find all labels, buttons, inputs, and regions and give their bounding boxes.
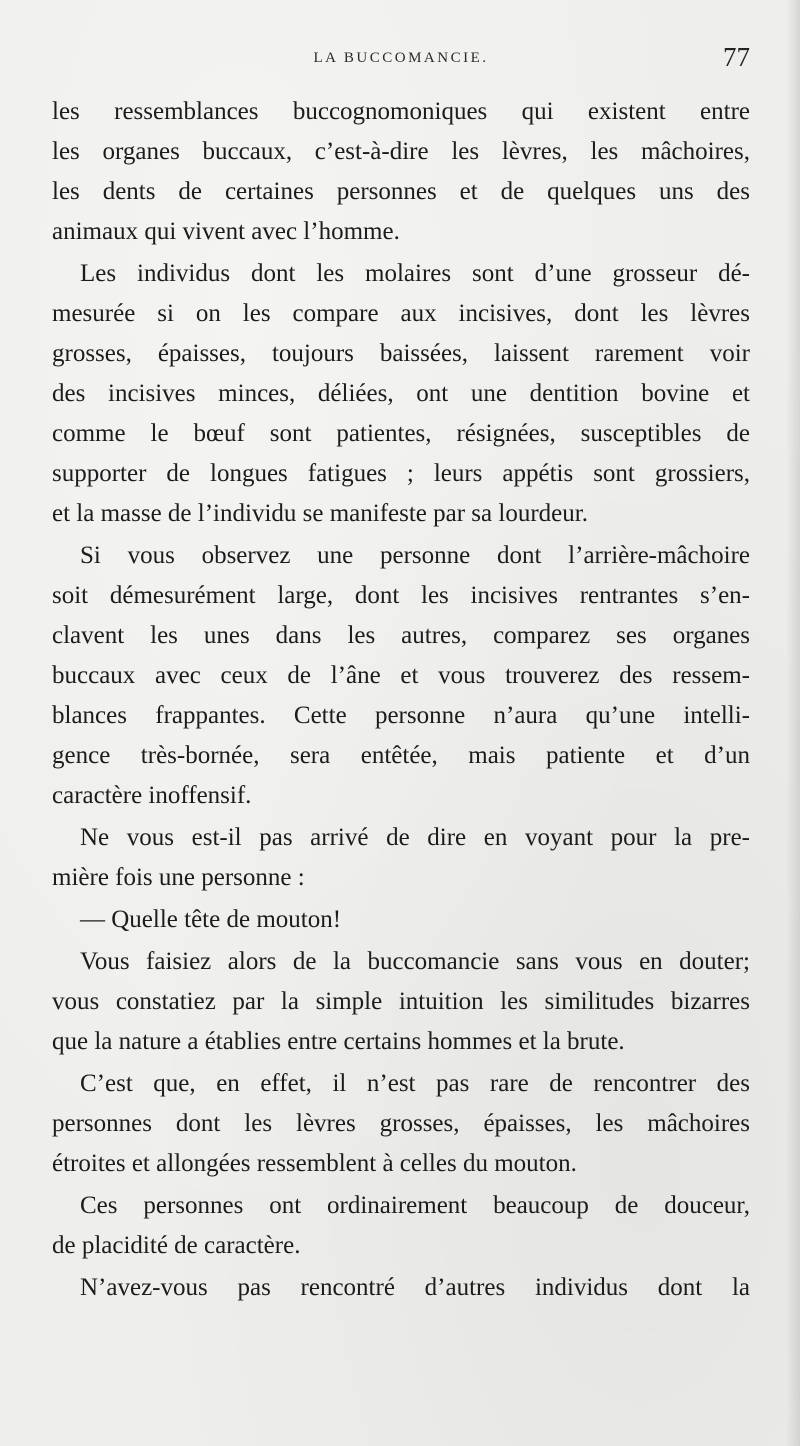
- running-head-title: LA BUCCOMANCIE.: [313, 50, 489, 66]
- paragraph-7: [52, 1186, 750, 1266]
- text-line: supporter de longues fatigues ; leurs appétis sont grossiers,: [52, 460, 750, 487]
- paragraph-4: [52, 818, 750, 898]
- text-line: les ressemblances buccognomoniques qui existent entre: [52, 98, 750, 125]
- paragraph-5: [52, 942, 750, 1062]
- text-line: les organes buccaux, c’est-à-dire les lèvres, les mâchoires,: [52, 138, 750, 165]
- text-line: N’avez-vous pas rencontré d’autres individus dont la: [80, 1274, 750, 1301]
- text-line: blances frappantes. Cette personne n’aura qu’une intelli-: [52, 702, 750, 729]
- dialogue-line: [52, 900, 750, 940]
- text-line: clavent les unes dans les autres, comparez ses organes: [52, 622, 750, 649]
- text-line: personnes dont les lèvres grosses, épaisses, les mâchoires: [52, 1110, 750, 1137]
- text-line: caractère inoffensif.: [52, 782, 252, 809]
- body-text: [52, 92, 750, 1308]
- running-head: [52, 42, 750, 76]
- text-line: animaux qui vivent avec l’homme.: [52, 218, 400, 245]
- text-line: et la masse de l’individu se manifeste par sa lourdeur.: [52, 500, 588, 527]
- text-line: soit démesurément large, dont les incisives rentrantes s’en-: [52, 582, 750, 609]
- text-line: de placidité de caractère.: [52, 1232, 301, 1259]
- paragraph-6: [52, 1064, 750, 1184]
- page-number: 77: [723, 42, 750, 72]
- text-line: mesurée si on les compare aux incisives, dont les lèvres: [52, 300, 750, 327]
- text-line: Si vous observez une personne dont l’arrière-mâchoire: [80, 542, 750, 569]
- text-line: Ces personnes ont ordinairement beaucoup de douceur,: [80, 1192, 750, 1219]
- text-line: vous constatiez par la simple intuition les similitudes bizarres: [52, 988, 750, 1015]
- paragraph-1: [52, 92, 750, 252]
- text-line: mière fois une personne :: [52, 864, 305, 891]
- paragraph-8: [52, 1268, 750, 1308]
- text-line: étroites et allongées ressemblent à celles du mouton.: [52, 1150, 577, 1177]
- paragraph-2: [52, 254, 750, 534]
- page-edge-shadow: [786, 0, 800, 1446]
- paragraph-3: [52, 536, 750, 816]
- text-line: buccaux avec ceux de l’âne et vous trouverez des ressem-: [52, 662, 750, 689]
- text-line: comme le bœuf sont patientes, résignées, susceptibles de: [52, 420, 750, 447]
- text-line: — Quelle tête de mouton!: [80, 906, 342, 933]
- text-line: des incisives minces, déliées, ont une dentition bovine et: [52, 380, 750, 407]
- text-line: Ne vous est-il pas arrivé de dire en voyant pour la pre-: [80, 824, 750, 851]
- text-line: gence très-bornée, sera entêtée, mais patiente et d’un: [52, 742, 750, 769]
- text-line: grosses, épaisses, toujours baissées, laissent rarement voir: [52, 340, 750, 367]
- text-line: C’est que, en effet, il n’est pas rare de rencontrer des: [80, 1070, 750, 1097]
- text-line: Les individus dont les molaires sont d’une grosseur dé-: [80, 260, 750, 287]
- text-line: Vous faisiez alors de la buccomancie sans vous en douter;: [80, 948, 750, 975]
- text-line: les dents de certaines personnes et de quelques uns des: [52, 178, 750, 205]
- text-line: que la nature a établies entre certains hommes et la brute.: [52, 1028, 625, 1055]
